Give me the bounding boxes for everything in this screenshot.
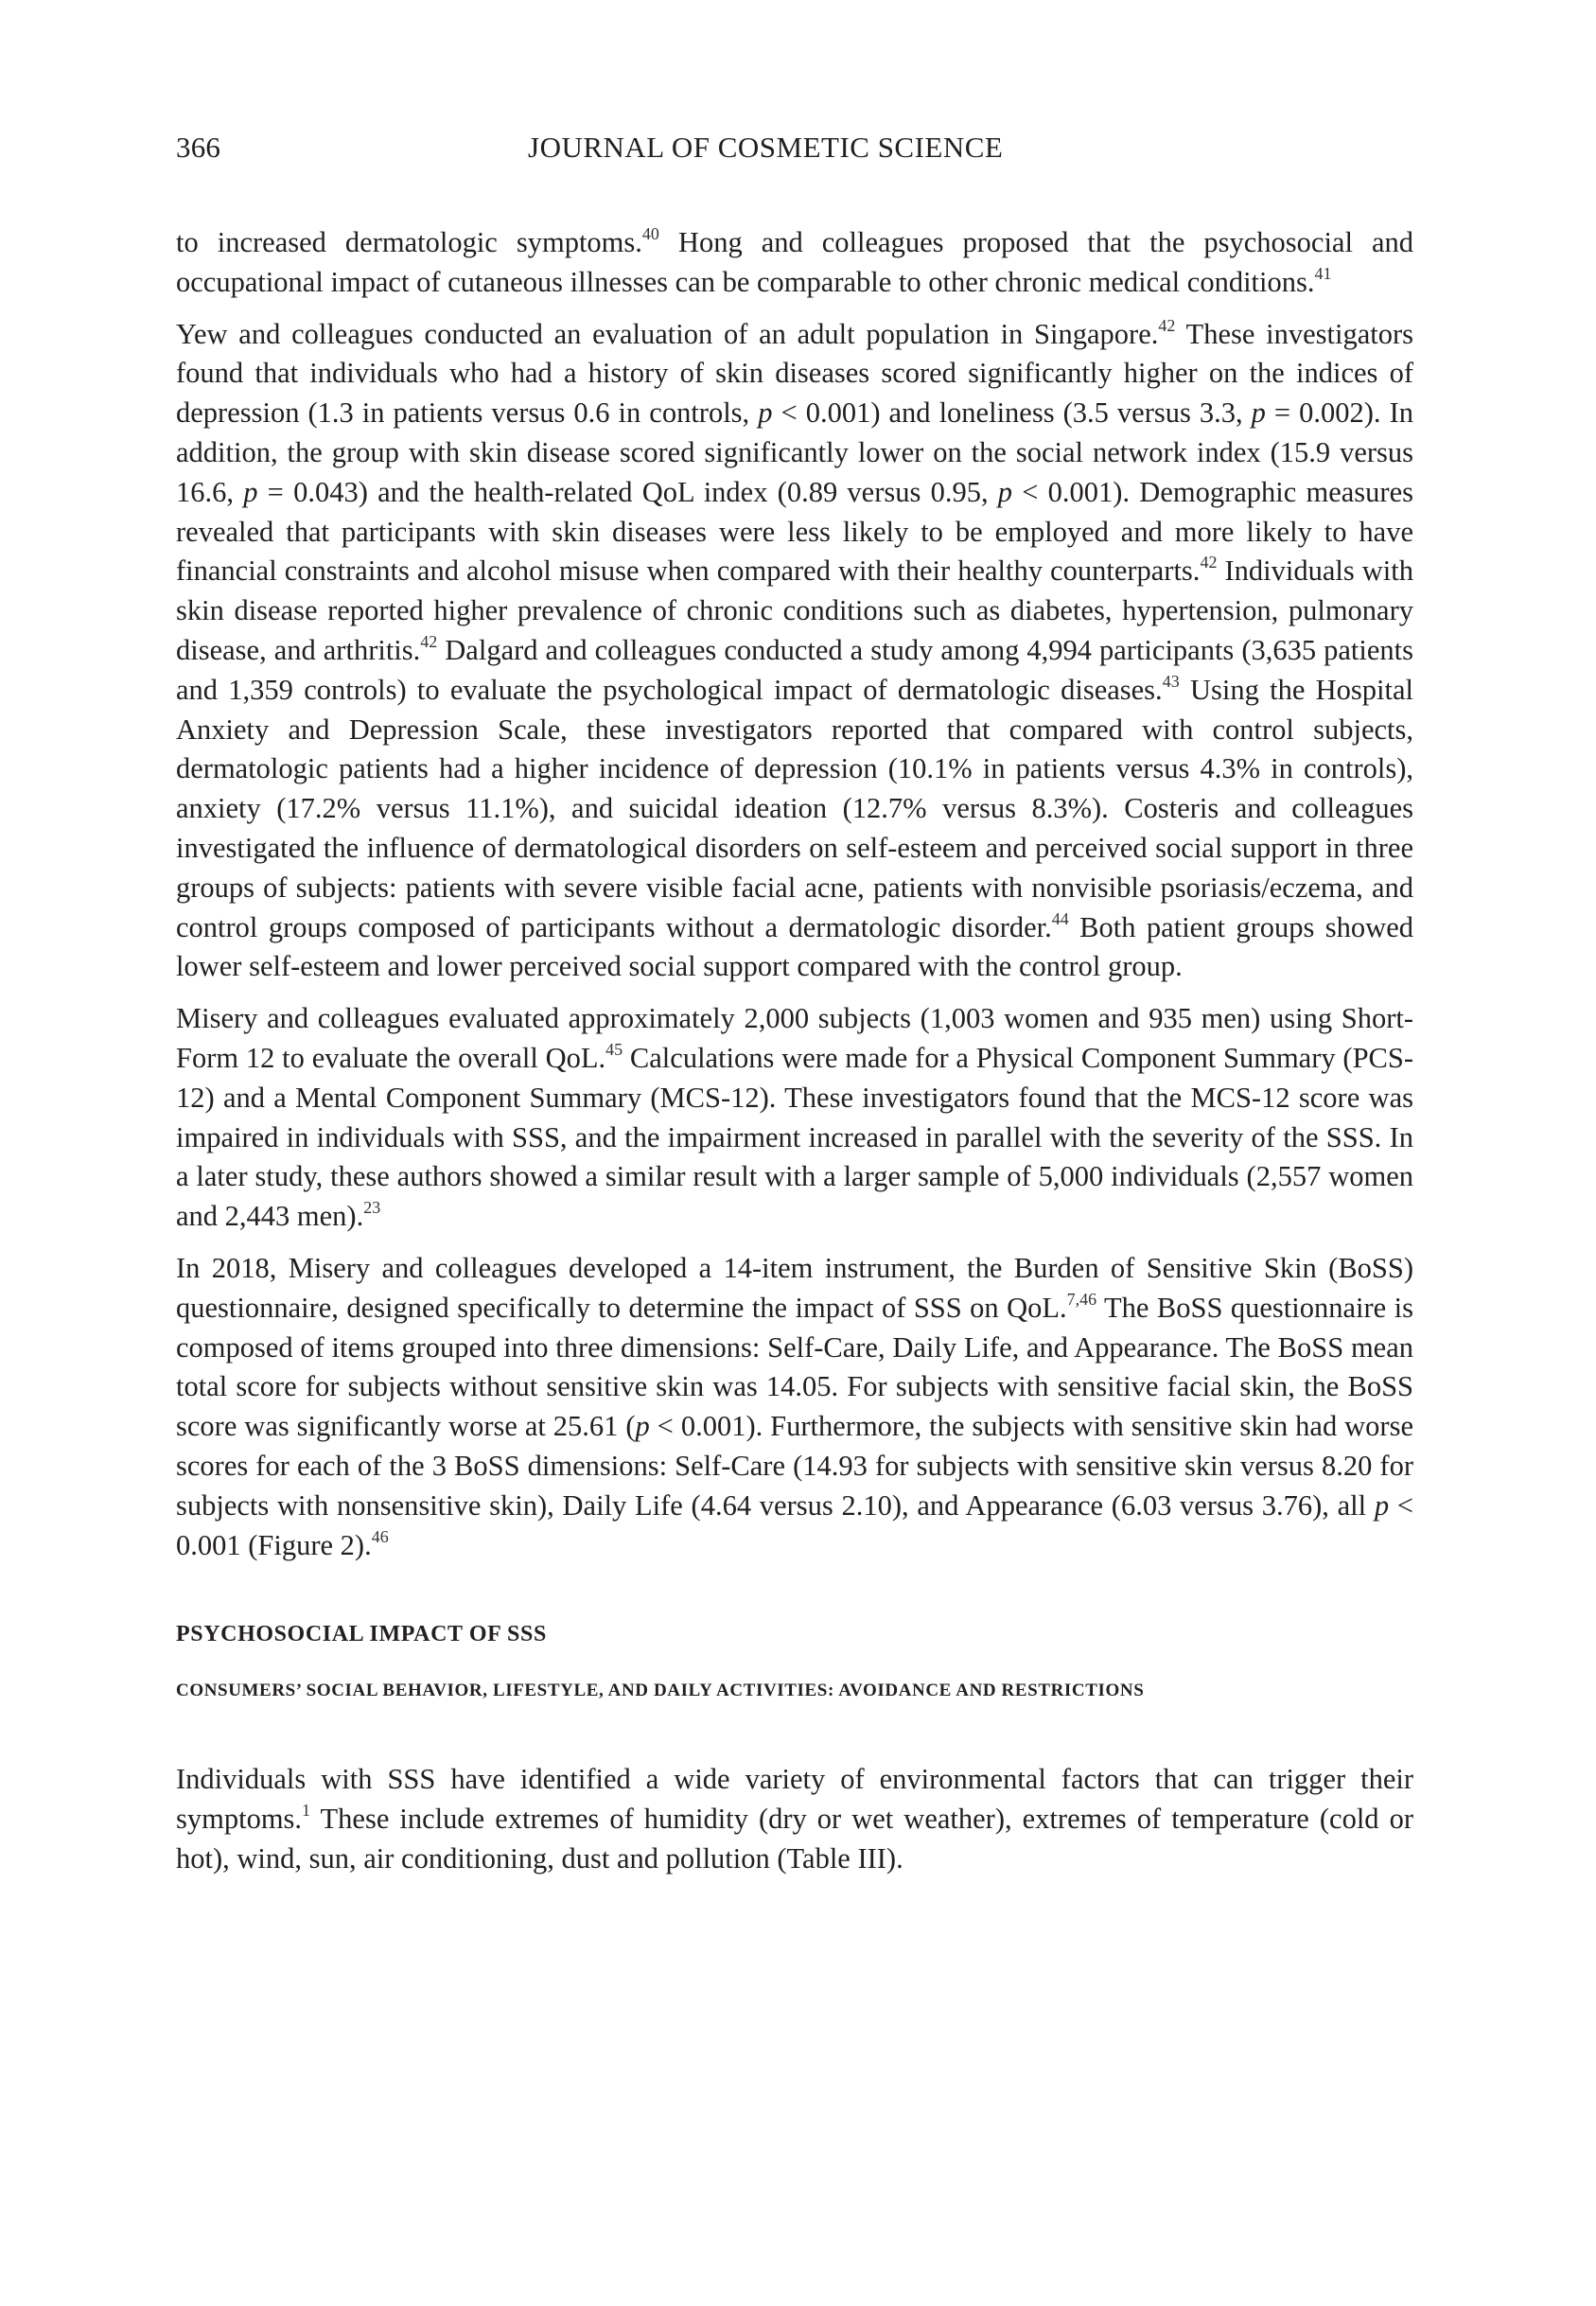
text-run: < 0.001). Demographic measures revealed that participants with skin diseases were less likely to be employed and more likely to have financial constraints and alcohol misuse when compared with their healthy counterparts. <box>176 475 1413 588</box>
citation-superscript: 45 <box>605 1039 623 1059</box>
text-run: < 0.001) and loneliness (3.5 versus 3.3, <box>772 396 1252 430</box>
text-run: The BoSS questionnaire is composed of items grouped into three dimensions: Self-Care, Daily Life, and Appearance. The BoSS mean total score for subjects without sensitive skin was 14.05. For subjects with sensitive facial skin, the BoSS score was significantly worse at 25.61 ( <box>176 1291 1413 1443</box>
italic-symbol: p <box>243 475 258 508</box>
subsection-heading: CONSUMERS’ SOCIAL BEHAVIOR, LIFESTYLE, AND DAILY ACTIVITIES: AVOIDANCE AND RESTRICTIONS <box>176 1681 1145 1701</box>
text-run: Individuals with SSS have identified a wide variety of environmental factors that can trigger their symptoms. <box>176 1763 1413 1836</box>
citation-superscript: 44 <box>1051 908 1069 928</box>
citation-superscript: 40 <box>641 224 659 243</box>
text-run: < 0.001 (Figure 2). <box>176 1488 1414 1561</box>
citation-superscript: 41 <box>1314 263 1332 283</box>
italic-symbol: p <box>1374 1488 1390 1522</box>
citation-superscript: 7,46 <box>1066 1289 1097 1309</box>
text-run: Hong and colleagues proposed that the psychosocial and occupational impact of cutaneous illnesses can be comparable to other chronic medical conditions. <box>176 226 1413 298</box>
text-run: Calculations were made for a Physical Component Summary (PCS-12) and a Mental Component Summary (MCS-12). These investigators found that the MCS-12 score was impaired in individuals with SSS, and the impairment increased in parallel with the severity of the SSS. In a later study, these authors showed a similar result with a larger sample of 5,000 individuals (2,557 women and 2,443 men). <box>176 1041 1414 1233</box>
text-run: = 0.043) and the health-related QoL index (0.89 versus 0.95, <box>257 475 998 508</box>
italic-symbol: p <box>635 1410 650 1443</box>
text-run: Individuals with skin disease reported higher prevalence of chronic conditions such as diabetes, hypertension, pulmonary disease, and arthritis. <box>176 554 1413 666</box>
text-run: Using the Hospital Anxiety and Depression Scale, these investigators reported that compared with control subjects, dermatologic patients had a higher incidence of depression (10.1% in patients versus 4.3% in controls), anxiety (17.2% versus 11.1%), and suicidal ideation (12.7% versus 8.3%). Costeris and colleagues investigated the influence of dermatological disorders on self-esteem and perceived social support in three groups of subjects: patients with severe visible facial acne, patients with nonvisible psoriasis/eczema, and control groups composed of participants without a dermatologic disorder. <box>176 673 1413 943</box>
citation-superscript: 42 <box>1200 553 1218 572</box>
text-run: to increased dermatologic symptoms. <box>176 226 642 258</box>
body-paragraph <box>176 1249 1413 1565</box>
article-body <box>176 223 1413 1892</box>
text-run: Yew and colleagues conducted an evaluation of an adult population in Singapore. <box>176 317 1159 350</box>
text-run: Both patient groups showed lower self-esteem and lower perceived social support compared with the control group. <box>176 910 1413 983</box>
body-paragraph <box>176 223 1413 303</box>
citation-superscript: 46 <box>371 1526 389 1546</box>
text-run: < 0.001). Furthermore, the subjects with sensitive skin had worse scores for each of the 3 BoSS dimensions: Self-Care (14.93 for subjects with sensitive skin versus 8.20 for subjects with nonsensitive skin), Daily Life (4.64 versus 2.10), and Appearance (6.03 versus 3.76), all <box>176 1410 1413 1522</box>
page-number: 366 <box>176 131 221 164</box>
text-run: These investigators found that individuals who had a history of skin diseases scored significantly higher on the indices of depression (1.3 in patients versus 0.6 in controls, <box>176 317 1413 430</box>
section-heading: PSYCHOSOCIAL IMPACT OF SSS <box>176 1622 547 1647</box>
italic-symbol: p <box>758 396 773 430</box>
text-run: = 0.002). In addition, the group with skin disease scored significantly lower on the social network index (15.9 versus 16.6, <box>176 396 1413 508</box>
text-run: In 2018, Misery and colleagues developed a 14-item instrument, the Burden of Sensitive Skin (BoSS) questionnaire, designed specifically to determine the impact of SSS on QoL. <box>176 1251 1413 1324</box>
text-run: Misery and colleagues evaluated approximately 2,000 subjects (1,003 women and 935 men) using Short-Form 12 to evaluate the overall QoL. <box>176 1002 1413 1074</box>
citation-superscript: 23 <box>363 1198 381 1218</box>
citation-superscript: 1 <box>302 1801 311 1821</box>
body-paragraph <box>176 999 1413 1237</box>
italic-symbol: p <box>1251 396 1266 430</box>
text-run: These include extremes of humidity (dry or wet weather), extremes of temperature (cold or hot), wind, sun, air conditioning, dust and pollution (Table III). <box>176 1803 1413 1875</box>
citation-superscript: 43 <box>1162 671 1180 691</box>
running-header <box>176 131 1413 168</box>
journal-title: JOURNAL OF COSMETIC SCIENCE <box>528 131 1004 164</box>
citation-superscript: 42 <box>1158 315 1176 335</box>
body-paragraph <box>176 315 1413 988</box>
text-run: Dalgard and colleagues conducted a study among 4,994 participants (3,635 patients and 1,359 controls) to evaluate the psychological impact of dermatologic diseases. <box>176 633 1413 706</box>
body-paragraph <box>176 1760 1413 1878</box>
citation-superscript: 42 <box>420 631 438 651</box>
italic-symbol: p <box>997 475 1013 508</box>
